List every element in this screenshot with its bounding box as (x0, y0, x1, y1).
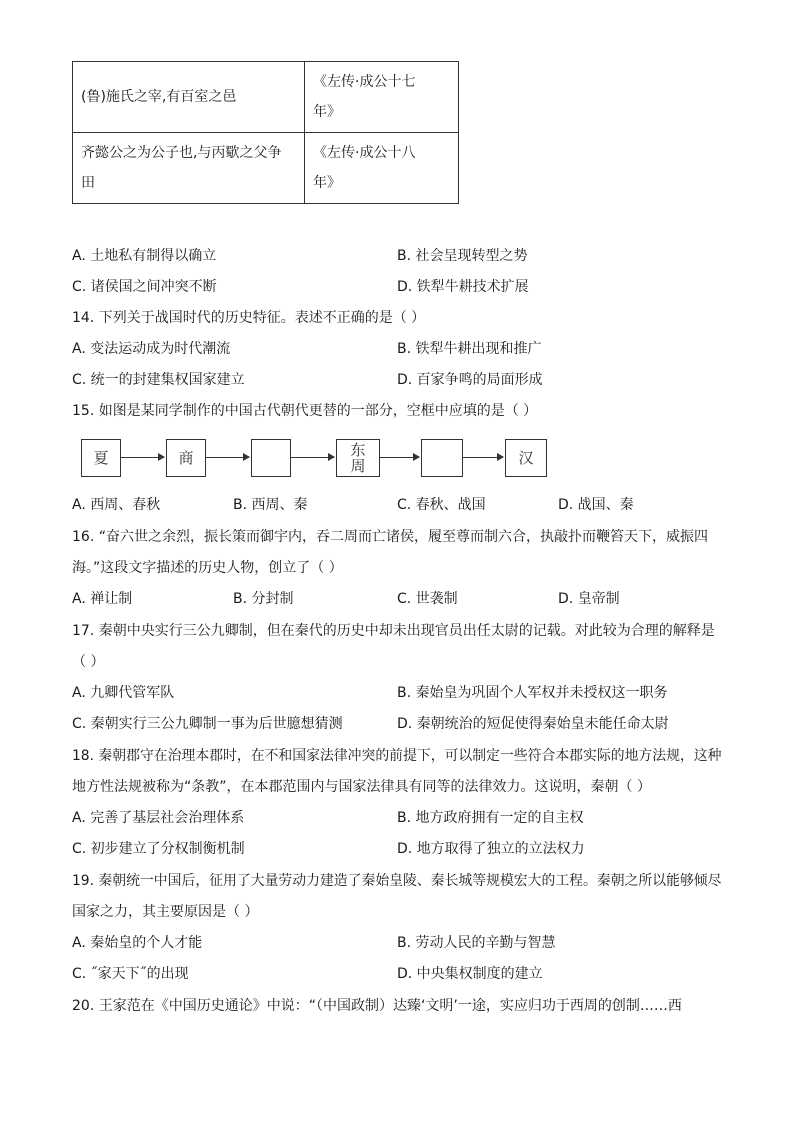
q13-option-c[interactable]: C. 诸侯国之间冲突不断 (72, 279, 217, 295)
q18-option-d[interactable]: D. 地方取得了独立的立法权力 (397, 841, 585, 857)
flow-box-blank-2 (421, 439, 463, 477)
q17-option-c[interactable]: C. 秦朝实行三公九卿制一事为后世臆想猜测 (72, 716, 343, 732)
q17-stem-line-1: 17. 秦朝中央实行三公九卿制，但在秦代的历史中却未出现官员出任太尉的记载。对此较为合理的解释是 (72, 623, 715, 639)
q16-option-c[interactable]: C. 世袭制 (397, 591, 458, 607)
q18-stem-line-2: 地方性法规被称为“条教”，在本郡范围内与国家法律具有同等的法律效力。这说明，秦朝（ ） (72, 779, 651, 795)
flow-box-dongzhou: 东周 (336, 439, 380, 477)
table-cell-source (305, 133, 459, 204)
q13-option-d[interactable]: D. 铁犁牛耕技术扩展 (397, 279, 529, 295)
q17-option-d[interactable]: D. 秦朝统治的短促使得秦始皇未能任命太尉 (397, 716, 669, 732)
q14-stem: 14. 下列关于战国时代的历史特征。表述不正确的是（ ） (72, 310, 426, 326)
table-cell: (鲁)施氏之宰,有百室之邑 (73, 62, 305, 133)
q18-stem-line-1: 18. 秦朝郡守在治理本郡时，在不和国家法律冲突的前提下，可以制定一些符合本郡实际的地方法规，这种 (72, 748, 722, 764)
source-text: 《左传·成公十八年》 (313, 145, 416, 191)
q19-option-a[interactable]: A. 秦始皇的个人才能 (72, 935, 203, 951)
q19-option-d[interactable]: D. 中央集权制度的建立 (397, 966, 543, 982)
table-cell-source (305, 62, 459, 133)
flow-box-xia: 夏 (81, 439, 121, 477)
q15-stem: 15. 如图是某同学制作的中国古代朝代更替的一部分，空框中应填的是（ ） (72, 403, 538, 419)
source-table (72, 61, 459, 204)
flow-box-blank-1 (251, 439, 291, 477)
arrow-icon (463, 457, 503, 458)
arrow-icon (380, 457, 419, 458)
q15-option-c[interactable]: C. 春秋、战国 (397, 497, 486, 513)
arrow-icon (206, 457, 249, 458)
arrow-icon (121, 457, 164, 458)
q15-option-b[interactable]: B. 西周、秦 (233, 497, 308, 513)
q19-option-b[interactable]: B. 劳动人民的辛勤与智慧 (397, 935, 556, 951)
q16-option-d[interactable]: D. 皇帝制 (558, 591, 620, 607)
row-text: 齐懿公之为公子也,与丙歜之父争田 (81, 145, 282, 191)
q18-option-b[interactable]: B. 地方政府拥有一定的自主权 (397, 810, 584, 826)
q16-option-b[interactable]: B. 分封制 (233, 591, 294, 607)
q17-option-b[interactable]: B. 秦始皇为巩固个人军权并未授权这一职务 (397, 685, 668, 701)
q17-option-a[interactable]: A. 九卿代管军队 (72, 685, 175, 701)
q16-stem-line-1: 16. “奋六世之余烈，振长策而御宇内，吞二周而亡诸侯，履至尊而制六合，执敲扑而鞭笞天下，威振四 (72, 529, 708, 545)
table-row (73, 62, 459, 133)
q18-option-a[interactable]: A. 完善了基层社会治理体系 (72, 810, 245, 826)
q18-option-c[interactable]: C. 初步建立了分权制衡机制 (72, 841, 245, 857)
table-row (73, 133, 459, 204)
q15-option-a[interactable]: A. 西周、春秋 (72, 497, 161, 513)
source-text: 《左传·成公十七年》 (313, 74, 416, 120)
arrow-icon (291, 457, 334, 458)
q19-stem-line-1: 19. 秦朝统一中国后，征用了大量劳动力建造了秦始皇陵、秦长城等规模宏大的工程。秦朝之所以能够倾尽 (72, 873, 722, 889)
q19-option-c[interactable]: C. ˝家天下˝的出现 (72, 966, 189, 982)
q17-stem-line-2: （ ） (72, 654, 105, 670)
q15-option-d[interactable]: D. 战国、秦 (558, 497, 634, 513)
flow-box-shang: 商 (166, 439, 206, 477)
q14-option-d[interactable]: D. 百家争鸣的局面形成 (397, 372, 543, 388)
q14-option-a[interactable]: A. 变法运动成为时代潮流 (72, 341, 231, 357)
q13-option-a[interactable]: A. 土地私有制得以确立 (72, 248, 217, 264)
flow-box-han: 汉 (505, 439, 547, 477)
q14-option-b[interactable]: B. 铁犁牛耕出现和推广 (397, 341, 542, 357)
q19-stem-line-2: 国家之力，其主要原因是（ ） (72, 904, 259, 920)
q14-option-c[interactable]: C. 统一的封建集权国家建立 (72, 372, 245, 388)
q16-option-a[interactable]: A. 禅让制 (72, 591, 133, 607)
q16-stem-line-2: 海。”这段文字描述的历史人物，创立了（ ） (72, 560, 343, 576)
q13-option-b[interactable]: B. 社会呈现转型之势 (397, 248, 528, 264)
table-cell (73, 133, 305, 204)
q20-stem-line-1: 20. 王家范在《中国历史通论》中说：“（中国政制）达臻‘文明’一途，实应归功于西周的创制……西 (72, 998, 682, 1014)
